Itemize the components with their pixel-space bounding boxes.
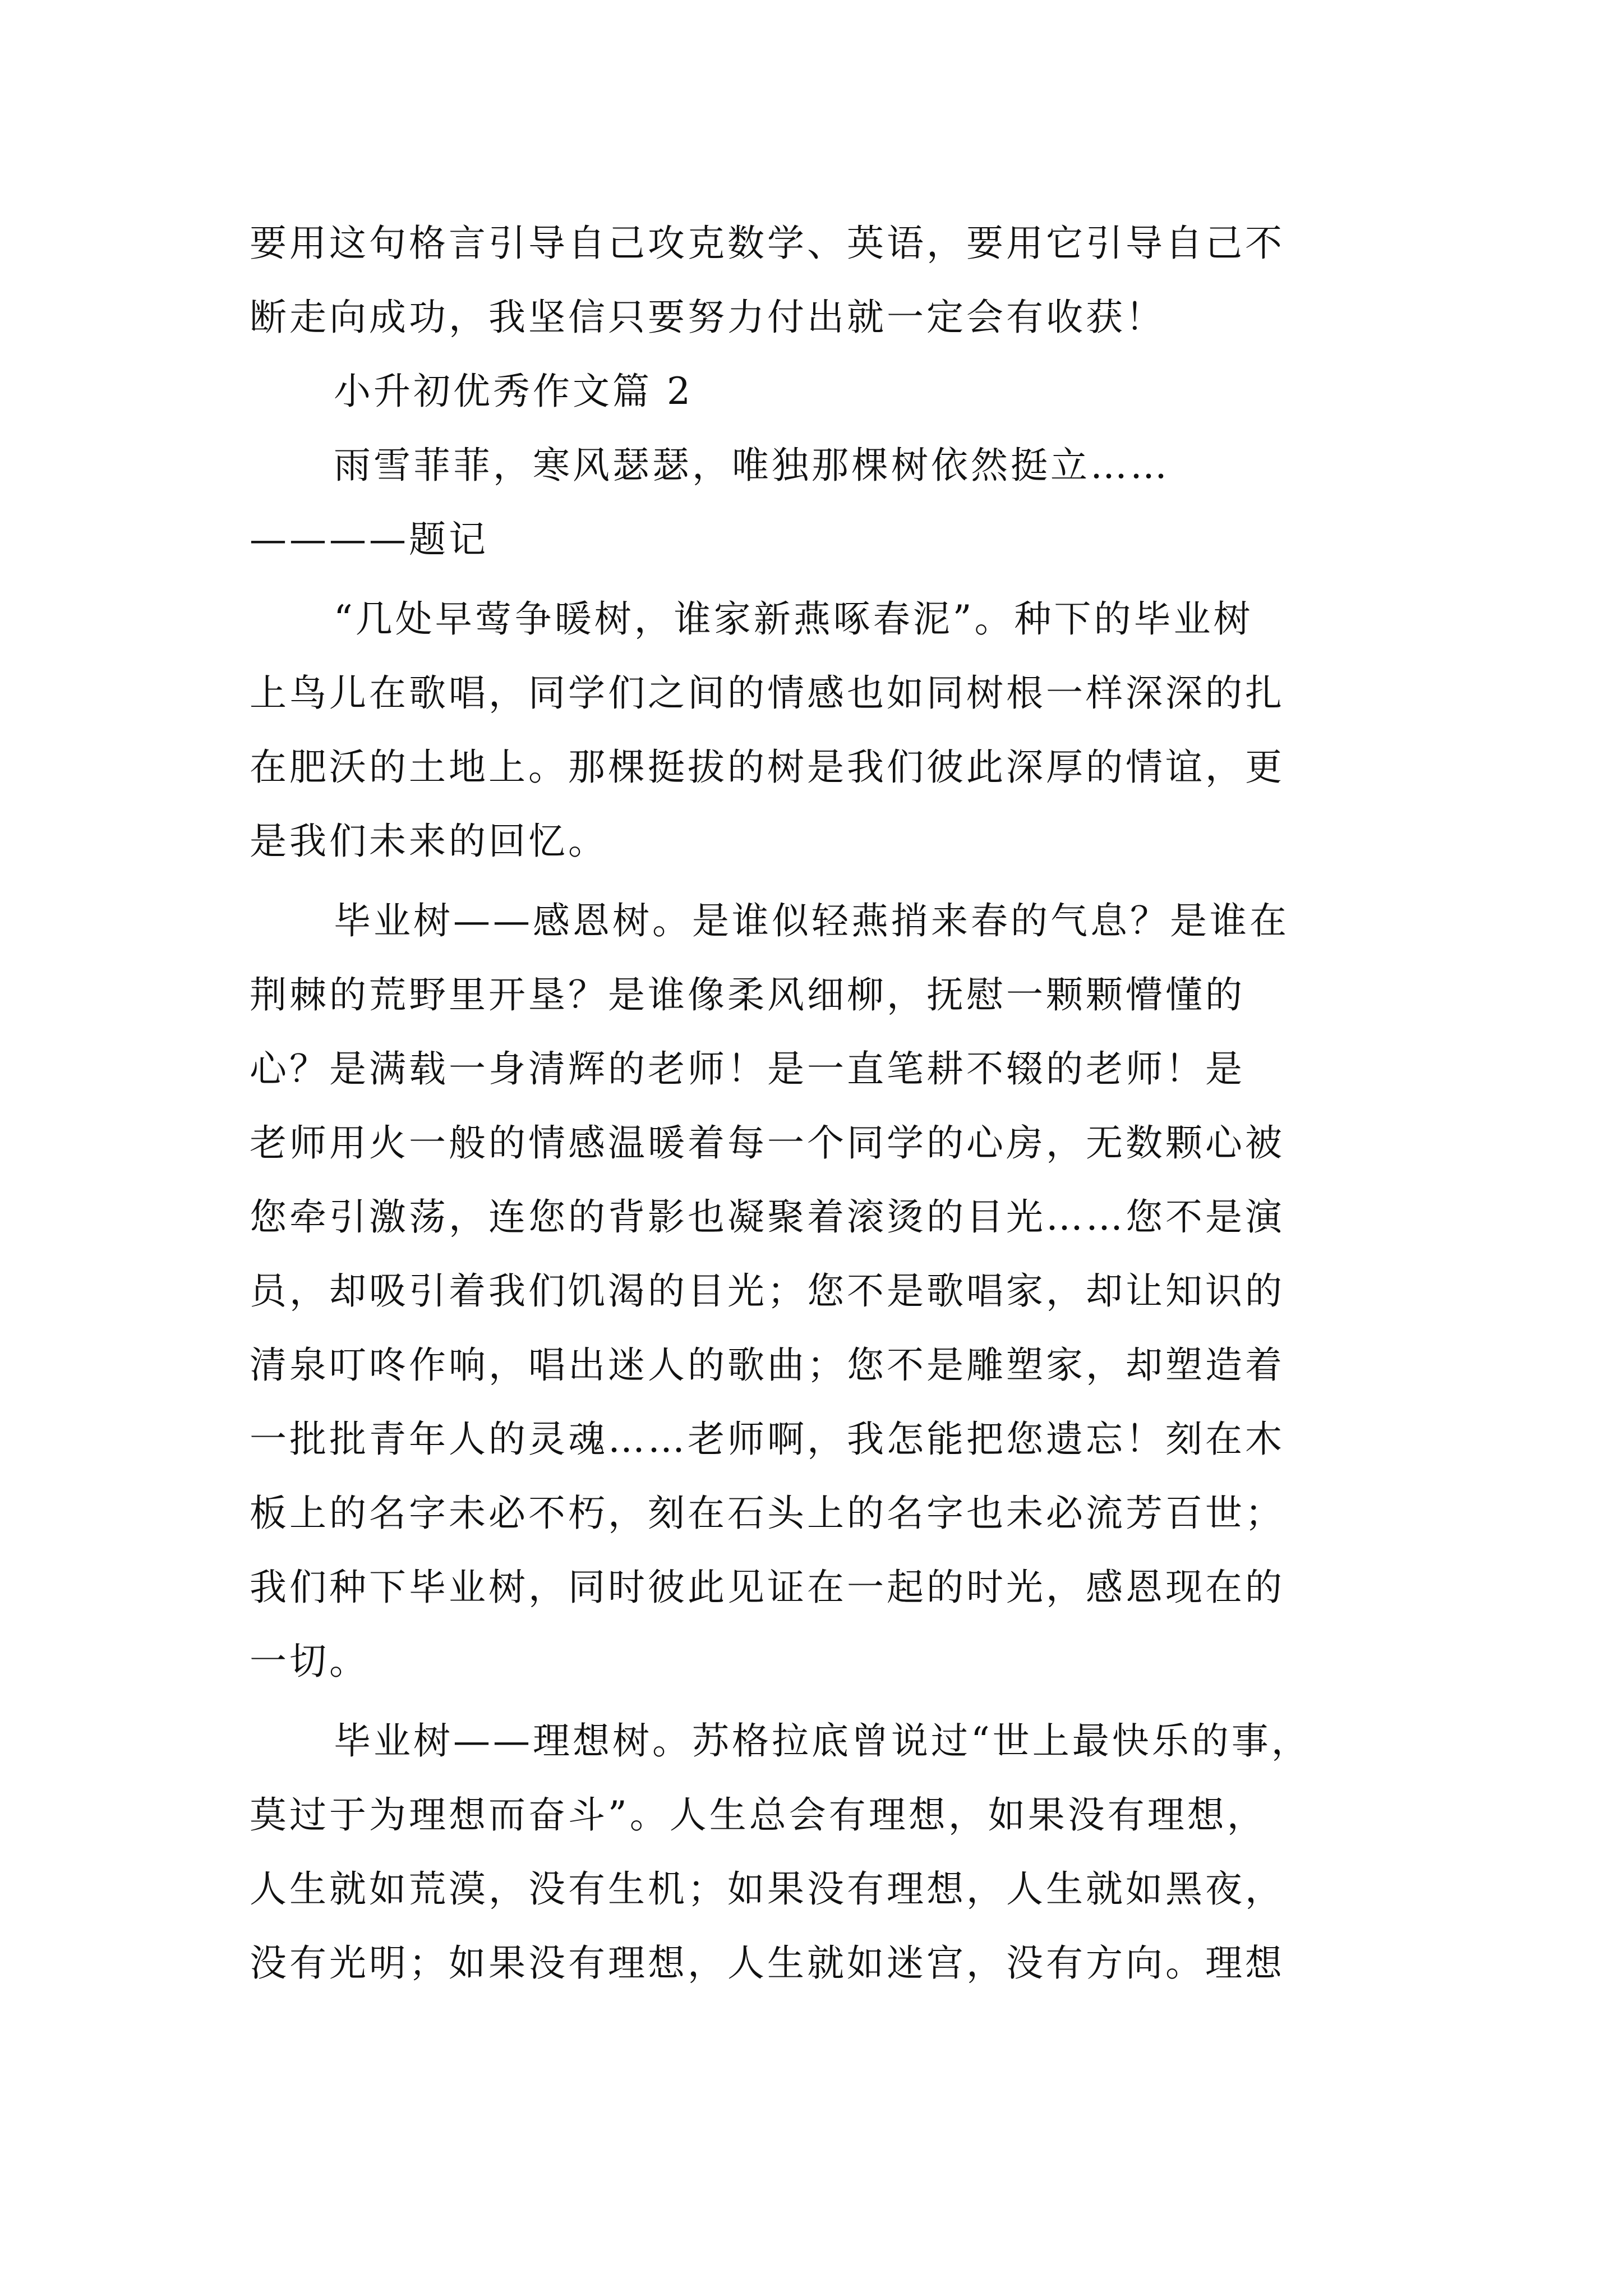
body-line: 我们种下毕业树，同时彼此见证在一起的时光，感恩现在的 xyxy=(250,1566,1285,1609)
body-line: 毕业树——感恩树。是谁似轻燕捎来春的气息？是谁在 xyxy=(334,899,1289,942)
body-line: “几处早莺争暖树，谁家新燕啄春泥”。种下的毕业树 xyxy=(334,597,1253,641)
body-line: 员，却吸引着我们饥渴的目光；您不是歌唱家，却让知识的 xyxy=(250,1269,1285,1313)
body-line: 莫过于为理想而奋斗”。人生总会有理想，如果没有理想， xyxy=(250,1793,1267,1837)
body-line: 没有光明；如果没有理想，人生就如迷宫，没有方向。理想 xyxy=(250,1941,1285,1985)
body-line: 清泉叮咚作响，唱出迷人的歌曲；您不是雕塑家，却塑造着 xyxy=(250,1343,1285,1387)
body-line: 您牵引激荡，连您的背影也凝聚着滚烫的目光……您不是演 xyxy=(250,1195,1285,1239)
body-line: 断走向成功，我坚信只要努力付出就一定会有收获！ xyxy=(250,296,1165,339)
epigraph-attribution: ————题记 xyxy=(250,518,488,561)
body-line: 要用这句格言引导自己攻克数学、英语，要用它引导自己不 xyxy=(250,222,1285,265)
body-line: 老师用火一般的情感温暖着每一个同学的心房，无数颗心被 xyxy=(250,1121,1285,1165)
body-line: 毕业树——理想树。苏格拉底曾说过“世上最快乐的事， xyxy=(334,1719,1311,1763)
body-line: 心？是满载一身清辉的老师！是一直笔耕不辍的老师！是 xyxy=(250,1047,1245,1091)
body-line: 板上的名字未必不朽，刻在石头上的名字也未必流芳百世； xyxy=(250,1492,1285,1535)
body-line: 一切。 xyxy=(250,1640,369,1683)
body-line: 在肥沃的土地上。那棵挺拔的树是我们彼此深厚的情谊，更 xyxy=(250,746,1285,789)
body-line: 人生就如荒漠，没有生机；如果没有理想，人生就如黑夜， xyxy=(250,1867,1285,1911)
body-line: 荆棘的荒野里开垦？是谁像柔风细柳，抚慰一颗颗懵懂的 xyxy=(250,973,1245,1016)
body-line: 上鸟儿在歌唱，同学们之间的情感也如同树根一样深深的扎 xyxy=(250,671,1285,715)
body-line: 是我们未来的回忆。 xyxy=(250,820,608,863)
epigraph-line: 雨雪菲菲，寒风瑟瑟，唯独那棵树依然挺立…… xyxy=(334,444,1170,487)
essay-body xyxy=(250,206,1394,2000)
body-line: 一批批青年人的灵魂……老师啊，我怎能把您遗忘！刻在木 xyxy=(250,1418,1285,1461)
section-heading: 小升初优秀作文篇 2 xyxy=(334,370,693,413)
